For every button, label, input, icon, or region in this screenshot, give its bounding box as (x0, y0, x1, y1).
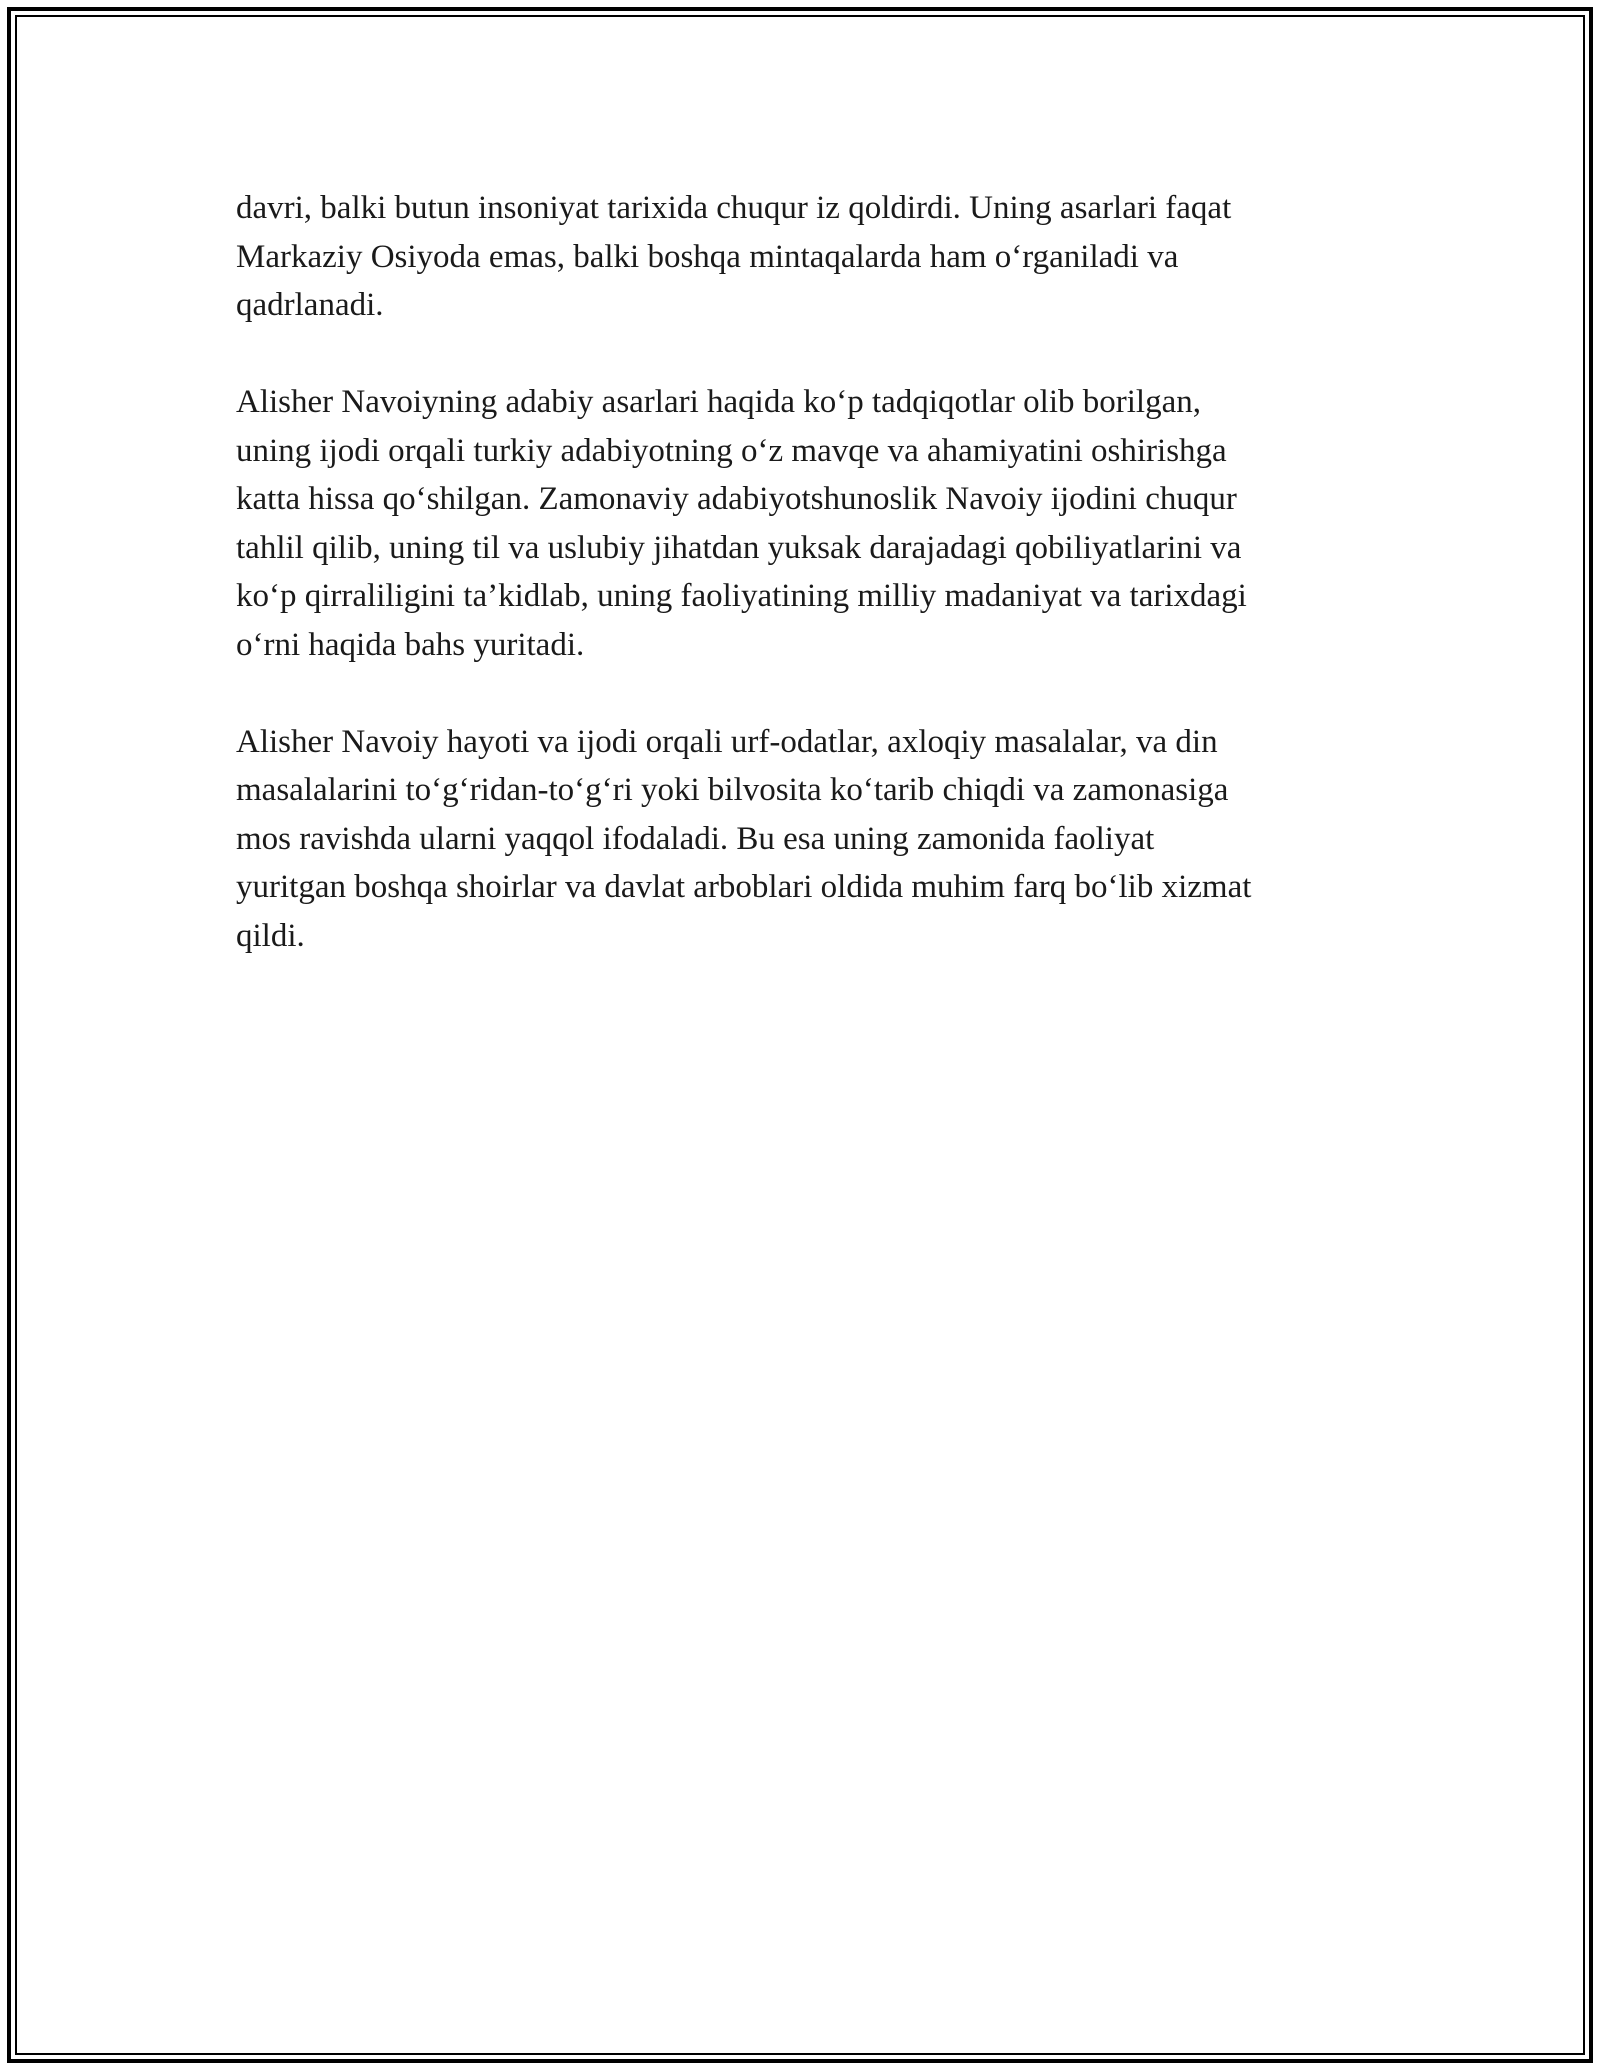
text-line: Alisher Navoiy hayoti va ijodi orqali urf-odatlar, axloqiy masalalar, va din (236, 723, 1218, 760)
text-line: tahlil qilib, uning til va uslubiy jihatdan yuksak darajadagi qobiliyatlarini va (236, 529, 1242, 566)
text-line: davri, balki butun insoniyat tarixida chuqur iz qoldirdi. Uning asarlari faqat (236, 190, 1232, 226)
text-line: uning ijodi orqali turkiy adabiyotning o‘z mavqe va ahamiyatini oshirishga (236, 432, 1227, 469)
text-line: yuritgan boshqa shoirlar va davlat arboblari oldida muhim farq bo‘lib xizmat (236, 869, 1252, 905)
paragraph-2 (236, 378, 1376, 669)
text-line: ko‘p qirraliligini ta’kidlab, uning faoliyatining milliy madaniyat va tarixdagi (236, 578, 1247, 614)
text-line: katta hissa qo‘shilgan. Zamonaviy adabiyotshunoslik Navoiy ijodini chuqur (236, 481, 1237, 517)
text-line: qadrlanadi. (236, 287, 384, 323)
text-line: masalalarini to‘g‘ridan-to‘g‘ri yoki bilvosita ko‘tarib chiqdi va zamonasiga (236, 772, 1229, 808)
text-line: qildi. (236, 917, 305, 954)
text-line: mos ravishda ularni yaqqol ifodaladi. Bu esa uning zamonida faoliyat (236, 820, 1155, 857)
text-line: Alisher Navoiyning adabiy asarlari haqida ko‘p tadqiqotlar olib borilgan, (236, 384, 1201, 420)
paragraph-1 (236, 184, 1376, 330)
paragraph-3 (236, 718, 1376, 961)
document-body (236, 184, 1376, 1009)
text-line: o‘rni haqida bahs yuritadi. (236, 626, 585, 663)
text-line: Markaziy Osiyoda emas, balki boshqa mintaqalarda ham o‘rganiladi va (236, 238, 1179, 275)
